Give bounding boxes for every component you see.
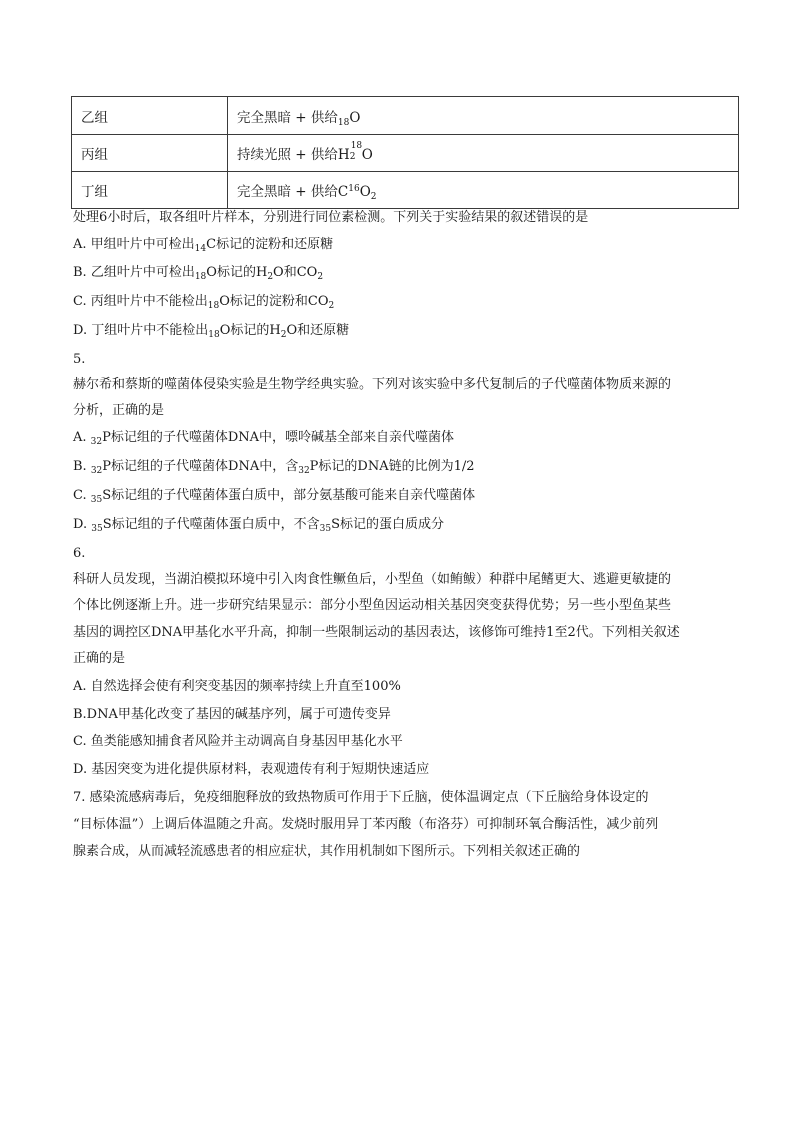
q6-stem: 个体比例逐渐上升。进一步研究结果显示：部分小型鱼因运动相关基因突变获得优势；另一些小型鱼某些 [73, 598, 672, 613]
q6-option-c: C. 鱼类能感知捕食者风险并主动调高自身基因甲基化水平 [73, 734, 403, 749]
q5-stem: 赫尔希和蔡斯的噬菌体侵染实验是生物学经典实验。下列对该实验中多代复制后的子代噬菌体物质来源的 [73, 377, 672, 392]
group-condition: 持续光照 + 供给H 18 2 O [228, 135, 739, 172]
q6-number: 6. [73, 546, 86, 561]
q6-stem: 正确的是 [73, 651, 126, 666]
q4-intro: 处理6小时后，取各组叶片样本，分别进行同位素检测。下列关于实验结果的叙述错误的是 [73, 210, 589, 225]
q6-stem: 基因的调控区DNA甲基化水平升高，抑制一些限制运动的基因表达，该修饰可维持1至2代。下列相关叙述 [73, 625, 680, 640]
q5-stem: 分析，正确的是 [73, 403, 165, 418]
q5-option-a: A. $_{32}$P标记组的子代噬菌体DNA中，嘌呤碱基全部来自亲代噬菌体 [73, 430, 455, 447]
q4-option-b: B. 乙组叶片中可检出$_{18}$O标记的$H_2O$和$CO_2$ [73, 265, 324, 282]
group-condition: 完全黑暗 + 供给$C^{16}O_2$ [228, 172, 739, 209]
group-name: 乙组 [72, 97, 228, 135]
group-name: 丁组 [72, 172, 228, 209]
q7-stem: 腺素合成，从而减轻流感患者的相应症状，其作用机制如下图所示。下列相关叙述正确的 [73, 844, 581, 859]
q5-option-d: D. $_{35}$S标记组的子代噬菌体蛋白质中，不含$_{35}$S标记的蛋白质成分 [73, 517, 444, 534]
q7-stem: “目标体温”）上调后体温随之升高。发烧时服用异丁苯丙酸（布洛芬）可抑制环氧合酶活性，减少前列 [73, 817, 659, 832]
q5-option-c: C. $_{35}$S标记组的子代噬菌体蛋白质中，部分氨基酸可能来自亲代噬菌体 [73, 488, 476, 505]
group-condition: 完全黑暗 + 供给$_{18}$O [228, 97, 739, 135]
table-row [72, 97, 739, 135]
q6-stem: 科研人员发现，当湖泊模拟环境中引入肉食性鳜鱼后，小型鱼（如鲔鲅）种群中尾鳍更大、逃避更敏捷的 [73, 572, 672, 587]
q4-option-d: D. 丁组叶片中不能检出$_{18}$O标记的$H_2O$和还原糖 [73, 323, 350, 340]
q6-option-a: A. 自然选择会使有利突变基因的频率持续上升直至100% [73, 679, 401, 694]
q6-option-b: B.DNA甲基化改变了基因的碱基序列，属于可遗传变异 [73, 707, 391, 722]
table-row [72, 135, 739, 172]
experiment-group-table [71, 96, 739, 209]
q7-stem: 7. 感染流感病毒后，免疫细胞释放的致热物质可作用于下丘脑，使体温调定点（下丘脑给身体设定的 [73, 790, 649, 805]
q4-option-c: C. 丙组叶片中不能检出$_{18}$O标记的淀粉和$CO_2$ [73, 294, 335, 311]
group-name: 丙组 [72, 135, 228, 172]
q5-option-b: B. $_{32}$P标记组的子代噬菌体DNA中，含$_{32}$P标记的DNA链的比例为1/2 [73, 459, 475, 476]
q4-option-a: A. 甲组叶片中可检出$_{14}$C标记的淀粉和还原糖 [73, 237, 334, 254]
q5-number: 5. [73, 352, 86, 367]
q6-option-d: D. 基因突变为进化提供原材料，表观遗传有利于短期快速适应 [73, 762, 430, 777]
table-row [72, 172, 739, 209]
